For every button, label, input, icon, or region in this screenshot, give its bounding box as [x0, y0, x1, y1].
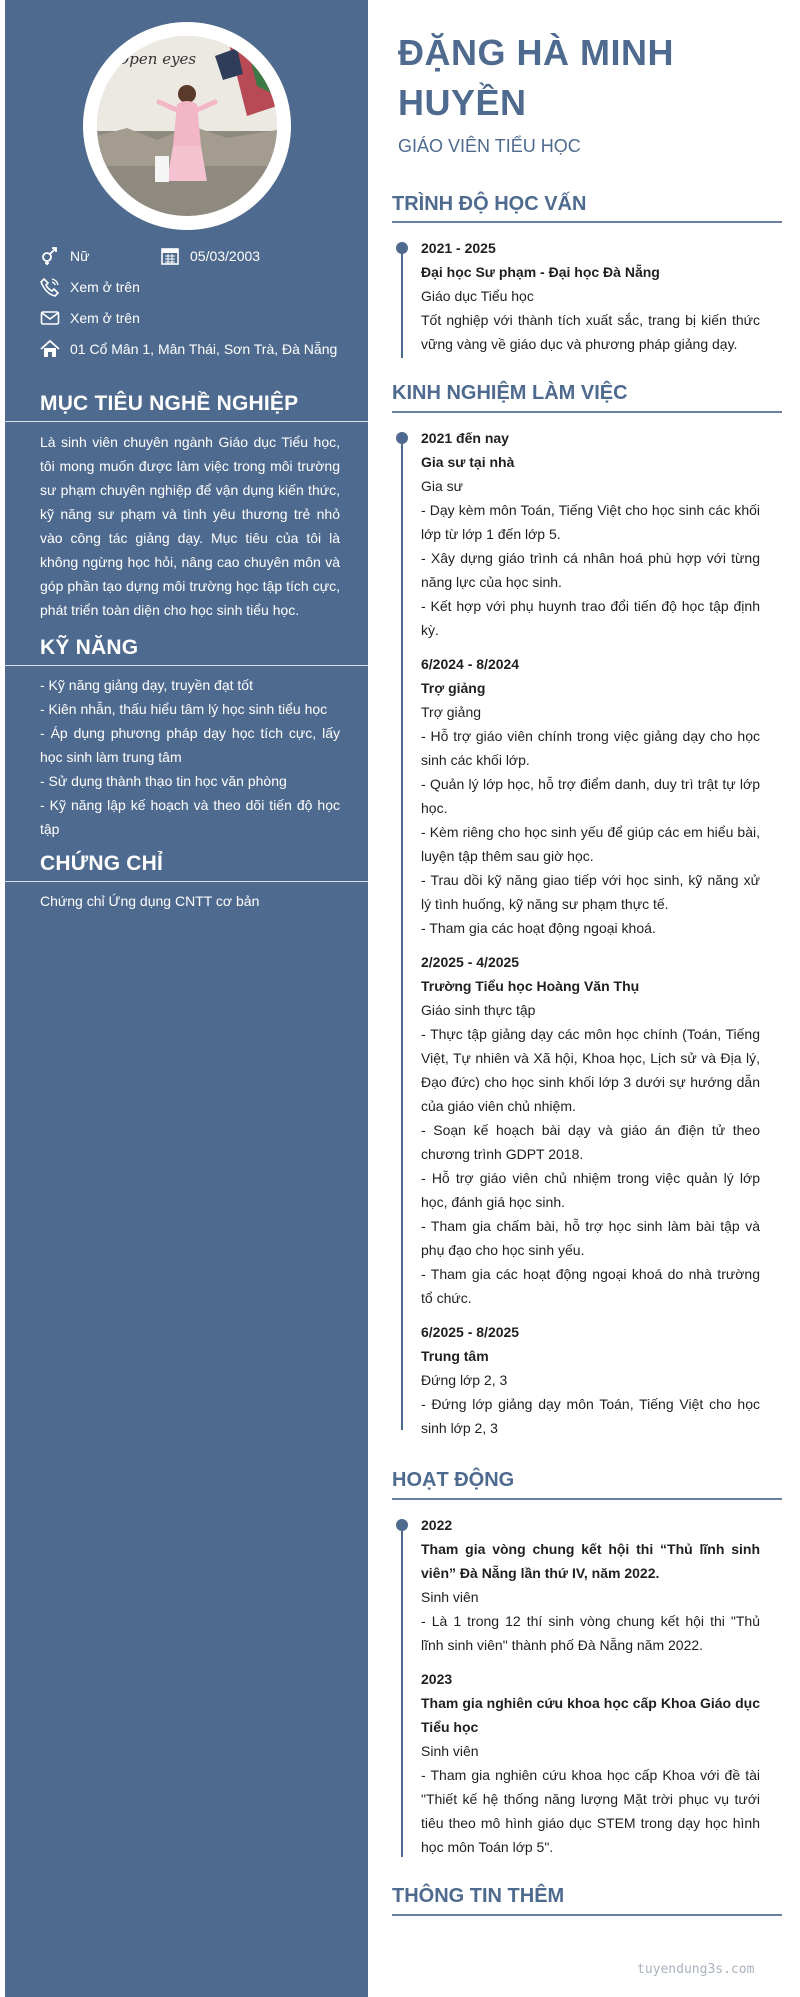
calendar-icon [160, 246, 180, 266]
skills-list [40, 673, 340, 841]
entry-line: - Tham gia nghiên cứu khoa học cấp Khoa với đề tài "Thiết kế hệ thống năng lượng Mặt trời phục vụ tưới tiêu theo mô hình giáo dục STEM trong dạy học hình học môn Toán lớp 5". [421, 1767, 760, 1855]
experience-title: KINH NGHIỆM LÀM VIỆC [392, 382, 628, 404]
entry-line: - Kết hợp với phụ huynh trao đổi tiến độ học tập định kỳ. [421, 598, 760, 638]
entry-line: Tốt nghiệp với thành tích xuất sắc, trang bị kiến thức vững vàng về giáo dục và phương pháp giảng dạy. [421, 312, 760, 352]
extra-title: THÔNG TIN THÊM [392, 1885, 565, 1907]
avatar [97, 36, 277, 216]
cert-divider [5, 881, 368, 882]
experience-entry [421, 1320, 760, 1440]
entry-date: 6/2024 - 8/2024 [421, 656, 520, 672]
gender-row [40, 246, 89, 266]
entry-org: Trợ giảng [421, 680, 486, 696]
entry-date: 2021 đến nay [421, 430, 509, 446]
avatar-frame [83, 22, 291, 230]
cert-item: Chứng chỉ Ứng dụng CNTT cơ bản [40, 893, 260, 909]
entry-line: - Hỗ trợ giáo viên chính trong việc giảng dạy cho học sinh các khối lớp. [421, 728, 760, 768]
objective-title: MỤC TIÊU NGHỀ NGHIỆP [40, 392, 299, 415]
cert-title: CHỨNG CHỈ [40, 852, 164, 875]
entry-position: Sinh viên [421, 1589, 479, 1605]
experience-entry [421, 950, 760, 1310]
home-icon [40, 339, 60, 359]
objective-text: Là sinh viên chuyên ngành Giáo dục Tiểu học, tôi mong muốn được làm việc trong môi trường sư phạm chuyên nghiệp để vận dụng kiến thức, kỹ năng sư phạm và tình yêu thương trẻ nhỏ vào công tác giảng dạy. Mục tiêu của tôi là không ngừng học hỏi, nâng cao chuyên môn và góp phần tạo dựng môi trường học tập tích cực, phát triển toàn diện cho học sinh tiểu học. [40, 434, 340, 618]
entry-date: 6/2025 - 8/2025 [421, 1324, 520, 1340]
birthdate-row [160, 246, 260, 266]
entry-org: Đại học Sư phạm - Đại học Đà Nẵng [421, 264, 660, 280]
phone-row [40, 277, 140, 297]
candidate-role: GIÁO VIÊN TIỂU HỌC [398, 136, 581, 156]
timeline-dot [396, 242, 408, 254]
timeline-dot [396, 432, 408, 444]
experience-entry [421, 652, 760, 940]
education-timeline [393, 236, 773, 366]
extra-divider [392, 1914, 782, 1916]
email-row [40, 308, 140, 328]
entry-date: 2021 - 2025 [421, 240, 496, 256]
experience-entry [421, 426, 760, 642]
entry-org: Tham gia nghiên cứu khoa học cấp Khoa Giáo dục Tiểu học [421, 1695, 760, 1735]
gender-icon [40, 246, 60, 266]
skill-item: - Áp dụng phương pháp dạy học tích cực, lấy học sinh làm trung tâm [40, 725, 340, 765]
timeline-dot [396, 1519, 408, 1531]
activities-divider [392, 1498, 782, 1500]
skill-item: - Sử dụng thành thạo tin học văn phòng [40, 773, 287, 789]
skill-item: - Kỹ năng giảng dạy, truyền đạt tốt [40, 677, 253, 693]
entry-org: Tham gia vòng chung kết hội thi “Thủ lĩnh sinh viên” Đà Nẵng lần thứ IV, năm 2022. [421, 1541, 760, 1581]
education-title: TRÌNH ĐỘ HỌC VẤN [392, 193, 587, 215]
candidate-name: ĐẶNG HÀ MINH HUYỀN [398, 32, 674, 123]
entry-line: - Tham gia các hoạt động ngoại khoá do nhà trường tổ chức. [421, 1266, 760, 1306]
timeline-line [401, 432, 403, 1430]
entry-line: - Tham gia chấm bài, hỗ trợ học sinh làm bài tập và phụ đạo cho học sinh yếu. [421, 1218, 760, 1258]
address-row [40, 339, 337, 359]
email-text: Xem ở trên [70, 310, 140, 326]
experience-divider [392, 411, 782, 413]
watermark: tuyendung3s.com [637, 1962, 755, 1977]
objective-divider [5, 421, 368, 422]
entry-line: - Dạy kèm môn Toán, Tiếng Việt cho học sinh các khối lớp từ lớp 1 đến lớp 5. [421, 502, 760, 542]
main-content [368, 0, 800, 1997]
entry-line: - Tham gia các hoạt động ngoại khoá. [421, 920, 656, 936]
entry-line: - Thực tập giảng dạy các môn học chính (Toán, Tiếng Việt, Tự nhiên và Xã hội, Khoa học, Lịch sử và Địa lý, Đạo đức) cho học sinh khối lớp 3 dưới sự hướng dẫn của giáo viên chủ nhiệm. [421, 1026, 760, 1114]
entry-position: Gia sư [421, 478, 464, 494]
skill-item: - Kiên nhẫn, thấu hiểu tâm lý học sinh tiểu học [40, 701, 328, 717]
skill-item: - Kỹ năng lập kế hoạch và theo dõi tiến độ học tập [40, 797, 340, 837]
activity-entry [421, 1513, 760, 1657]
phone-text: Xem ở trên [70, 279, 140, 295]
activities-title: HOẠT ĐỘNG [392, 1469, 515, 1491]
entry-position: Giáo dục Tiểu học [421, 288, 534, 304]
activity-entry [421, 1667, 760, 1859]
mail-icon [40, 308, 60, 328]
entry-org: Trường Tiểu học Hoàng Văn Thụ [421, 978, 640, 994]
activities-timeline [393, 1513, 773, 1858]
education-entry [421, 236, 760, 356]
entry-position: Giáo sinh thực tập [421, 1002, 536, 1018]
entry-line: - Là 1 trong 12 thí sinh vòng chung kết hội thi "Thủ lĩnh sinh viên" thành phố Đà Nẵng năm 2022. [421, 1613, 760, 1653]
skills-divider [5, 665, 368, 666]
birthdate-text: 05/03/2003 [190, 248, 261, 264]
entry-line: - Trau dồi kỹ năng giao tiếp với học sinh, kỹ năng xử lý tình huống, kỹ năng sư phạm thực tế. [421, 872, 760, 912]
sidebar [5, 0, 368, 1997]
timeline-line [401, 242, 403, 358]
education-divider [392, 221, 782, 223]
address-text: 01 Cổ Mân 1, Mân Thái, Sơn Trà, Đà Nẵng [70, 341, 338, 357]
entry-line: - Quản lý lớp học, hỗ trợ điểm danh, duy trì trật tự lớp học. [421, 776, 760, 816]
experience-timeline [393, 426, 773, 1436]
entry-date: 2023 [421, 1671, 453, 1687]
gender-text: Nữ [70, 248, 90, 264]
skills-title: KỸ NĂNG [40, 636, 139, 659]
phone-icon [40, 277, 60, 297]
entry-line: - Hỗ trợ giáo viên chủ nhiệm trong việc quản lý lớp học, đánh giá học sinh. [421, 1170, 760, 1210]
entry-position: Sinh viên [421, 1743, 479, 1759]
entry-line: - Xây dựng giáo trình cá nhân hoá phù hợp với từng năng lực của học sinh. [421, 550, 760, 590]
timeline-line [401, 1519, 403, 1857]
entry-line: - Đứng lớp giảng dạy môn Toán, Tiếng Việt cho học sinh lớp 2, 3 [421, 1396, 760, 1436]
entry-date: 2/2025 - 4/2025 [421, 954, 520, 970]
entry-line: - Kèm riêng cho học sinh yếu để giúp các em hiểu bài, luyện tập thêm sau giờ học. [421, 824, 760, 864]
entry-position: Trợ giảng [421, 704, 482, 720]
entry-org: Gia sư tại nhà [421, 454, 515, 470]
entry-date: 2022 [421, 1517, 453, 1533]
photo-sign-text: Open eyes [117, 50, 197, 68]
entry-line: - Soạn kế hoạch bài dạy và giáo án điện tử theo chương trình GDPT 2018. [421, 1122, 760, 1162]
entry-org: Trung tâm [421, 1348, 489, 1364]
entry-position: Đứng lớp 2, 3 [421, 1372, 508, 1388]
